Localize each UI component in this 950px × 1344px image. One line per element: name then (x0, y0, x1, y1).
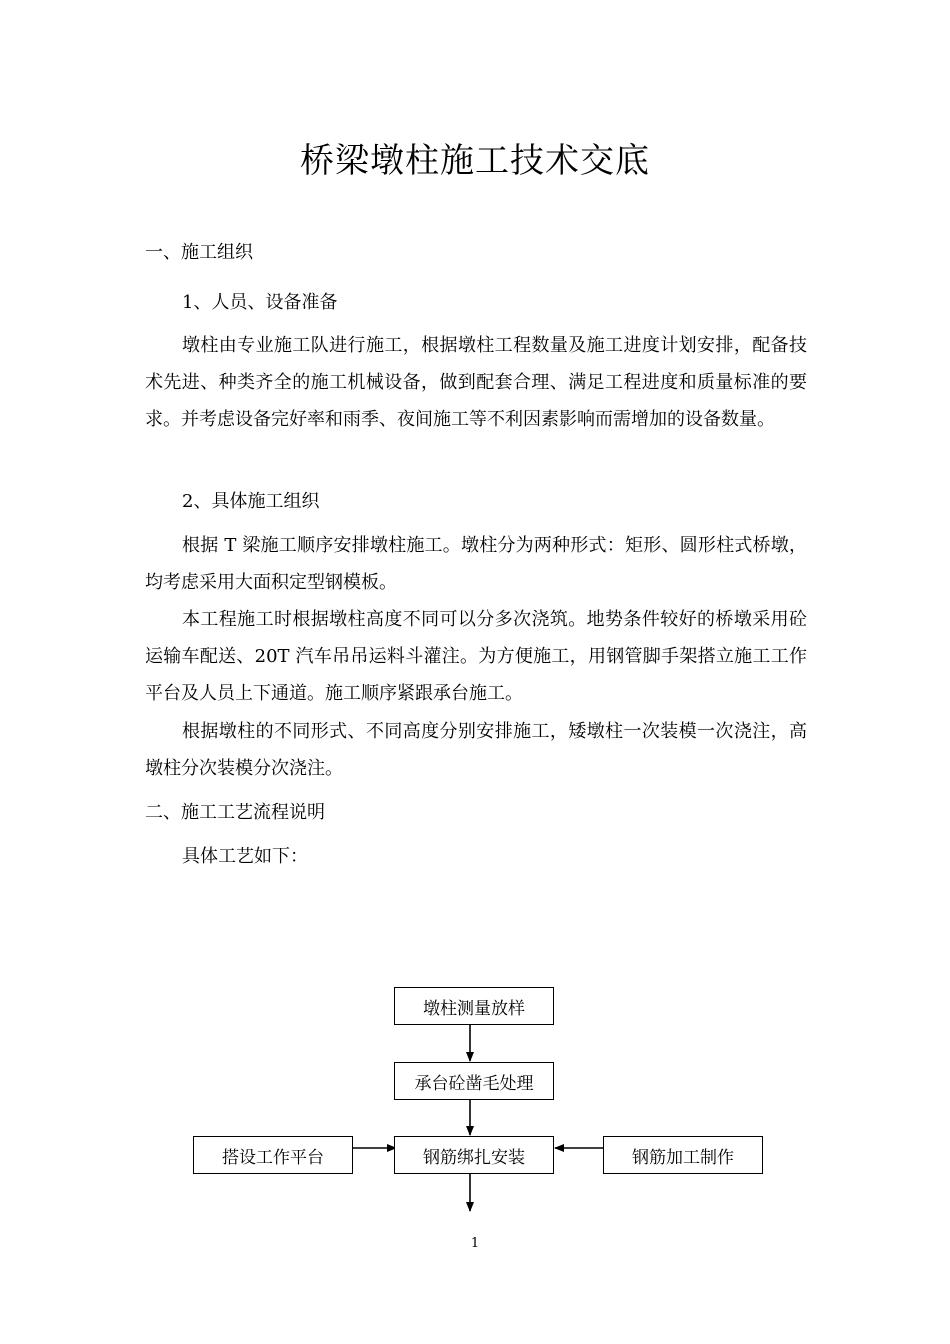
flow-step-chiseling: 承台砼凿毛处理 (394, 1062, 554, 1100)
document-title: 桥梁墩柱施工技术交底 (300, 141, 650, 181)
sub2-heading: 2、具体施工组织 (182, 491, 320, 512)
sub2-paragraph-1: 根据 T 梁施工顺序安排墩柱施工。墩柱分为两种形式：矩形、圆形柱式桥墩，均考虑采用大面积定型钢模板。 (145, 535, 807, 593)
section2-intro: 具体工艺如下： (182, 846, 308, 867)
flow-step-platform: 搭设工作平台 (193, 1136, 353, 1174)
section1-heading: 一、施工组织 (145, 242, 253, 263)
sub1-heading: 1、人员、设备准备 (182, 292, 338, 313)
sub2-paragraph-3: 根据墩柱的不同形式、不同高度分别安排施工，矮墩柱一次装模一次浇注，高墩柱分次装模分次浇注。 (145, 721, 807, 779)
sub1-paragraph: 墩柱由专业施工队进行施工，根据墩柱工程数量及施工进度计划安排，配备技术先进、种类齐全的施工机械设备，做到配套合理、满足工程进度和质量标准的要求。并考虑设备完好率和雨季、夜间施工等不利因素影响而需增加的设备数量。 (145, 335, 807, 430)
section2-heading: 二、施工工艺流程说明 (145, 802, 325, 823)
flow-step-survey: 墩柱测量放样 (394, 987, 554, 1025)
flow-step-rebar-install: 钢筋绑扎安装 (394, 1136, 554, 1174)
page-number: 1 (470, 1236, 480, 1251)
flow-step-rebar-fabrication: 钢筋加工制作 (603, 1136, 763, 1174)
sub2-paragraph-2: 本工程施工时根据墩柱高度不同可以分多次浇筑。地势条件较好的桥墩采用砼运输车配送、20T 汽车吊吊运料斗灌注。为方便施工，用钢管脚手架搭立施工工作平台及人员上下通道。施工顺序紧跟承台施工。 (145, 609, 807, 704)
